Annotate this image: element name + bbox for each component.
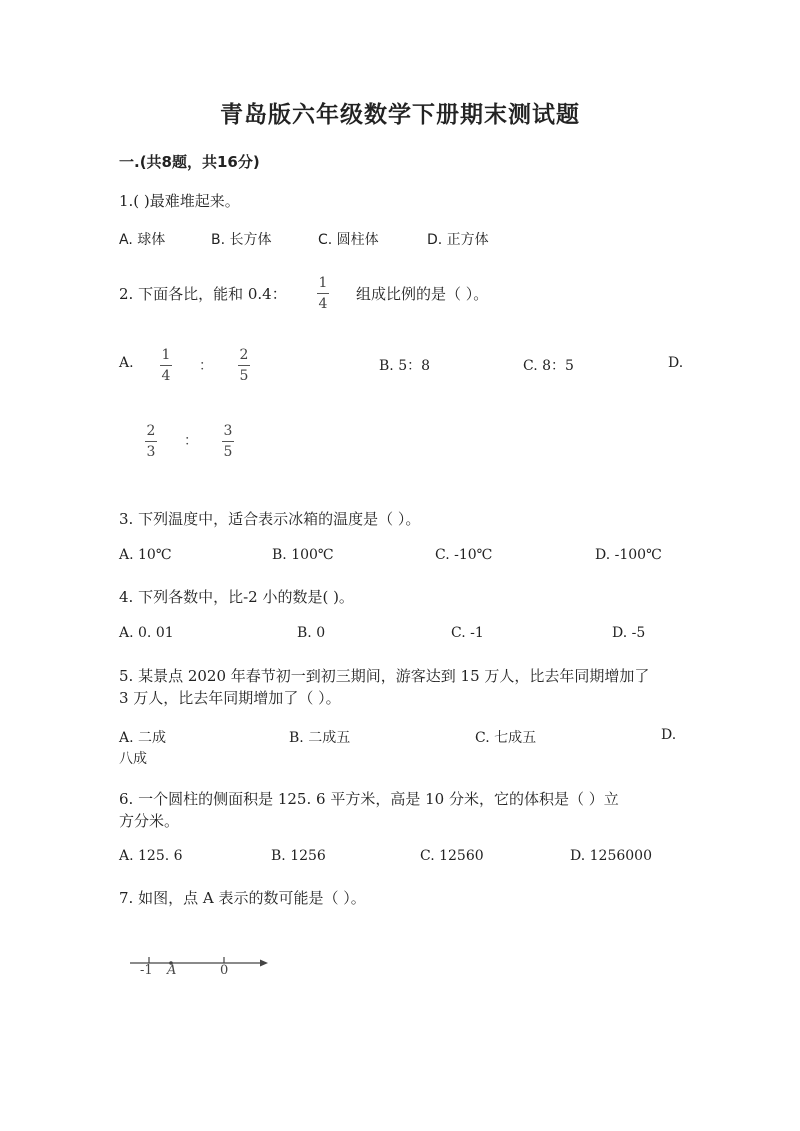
q4-option-a: A. 0. 01 <box>119 625 174 641</box>
section-heading: 一.(共8题，共16分) <box>119 153 260 171</box>
number-line-label-a: A <box>167 963 177 978</box>
number-line-arrow <box>260 960 268 967</box>
question-5-stem-line-1: 5. 某景点 2020 年春节初一到初三期间，游客达到 15 万人，比去年同期增加了 <box>119 667 650 685</box>
number-line-label-minus-1: -1 <box>140 963 153 978</box>
fraction-numerator: 1 <box>161 347 171 363</box>
question-1-stem: 1.( )最难堆起来。 <box>119 192 240 210</box>
fraction-numerator: 1 <box>318 275 328 291</box>
q1-option-c: C. 圆柱体 <box>318 232 379 248</box>
q3-option-b: B. 100℃ <box>272 547 334 563</box>
fraction-numerator: 2 <box>239 347 249 363</box>
question-2-stem-suffix: 组成比例的是（ ）。 <box>356 285 489 303</box>
q2-option-d-label: D. <box>668 355 684 371</box>
q5-option-a: A. 二成 <box>119 730 167 746</box>
q2-stem-fraction <box>317 276 329 311</box>
q1-option-a: A. 球体 <box>119 232 166 248</box>
q4-option-c: C. -1 <box>451 625 484 641</box>
question-2-stem-prefix: 2. 下面各比，能和 0.4： <box>119 285 287 303</box>
question-6-stem-line-1: 6. 一个圆柱的侧面积是 125. 6 平方米，高是 10 分米，它的体积是（ ）立 <box>119 790 619 808</box>
fraction-denominator: 5 <box>223 444 233 460</box>
fraction-denominator: 3 <box>146 444 156 460</box>
q2-option-c: C. 8：5 <box>523 358 574 374</box>
q1-option-d: D. 正方体 <box>427 232 489 248</box>
ratio-colon: ： <box>199 358 213 374</box>
page-title: 青岛版六年级数学下册期末测试题 <box>220 101 580 128</box>
question-7-stem: 7. 如图，点 A 表示的数可能是（ ）。 <box>119 889 366 907</box>
q5-option-c: C. 七成五 <box>475 730 537 746</box>
q2-option-d-fraction-1 <box>145 424 157 459</box>
q5-option-d-text: 八成 <box>119 751 147 767</box>
q2-option-a-fraction-2 <box>238 348 250 383</box>
ratio-colon: ： <box>184 433 198 449</box>
number-line-label-0: 0 <box>220 963 229 978</box>
fraction-numerator: 3 <box>223 423 233 439</box>
q1-option-b: B. 长方体 <box>211 232 272 248</box>
q5-option-d-label: D. <box>661 727 677 743</box>
q2-option-a-label: A. <box>119 355 134 371</box>
question-4-stem: 4. 下列各数中，比-2 小的数是( )。 <box>119 588 354 606</box>
q4-option-d: D. -5 <box>612 625 646 641</box>
fraction-denominator: 5 <box>239 368 249 384</box>
fraction-numerator: 2 <box>146 423 156 439</box>
q6-option-a: A. 125. 6 <box>119 848 183 864</box>
q4-option-b: B. 0 <box>297 625 326 641</box>
fraction-denominator: 4 <box>318 296 328 312</box>
q3-option-c: C. -10℃ <box>435 547 493 563</box>
q3-option-d: D. -100℃ <box>595 547 662 563</box>
fraction-denominator: 4 <box>161 368 171 384</box>
question-3-stem: 3. 下列温度中，适合表示冰箱的温度是（ ）。 <box>119 510 421 528</box>
q2-option-d-fraction-2 <box>222 424 234 459</box>
question-6-stem-line-2: 方分米。 <box>119 812 180 830</box>
q5-option-b: B. 二成五 <box>289 730 351 746</box>
question-5-stem-line-2: 3 万人，比去年同期增加了（ ）。 <box>119 689 341 707</box>
q3-option-a: A. 10℃ <box>119 547 172 563</box>
q6-option-c: C. 12560 <box>420 848 484 864</box>
q6-option-b: B. 1256 <box>271 848 326 864</box>
q6-option-d: D. 1256000 <box>570 848 652 864</box>
q2-option-b: B. 5：8 <box>379 358 431 374</box>
number-line-figure <box>125 950 275 982</box>
q2-option-a-fraction-1 <box>160 348 172 383</box>
